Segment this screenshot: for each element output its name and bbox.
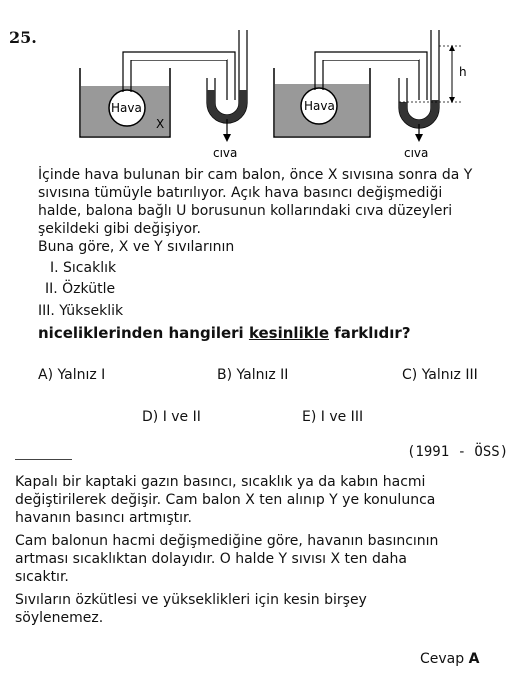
left-liquid-label: X <box>156 117 165 131</box>
item-iii: III. Yükseklik <box>38 303 124 319</box>
item-ii: II. Özkütle <box>45 281 116 297</box>
solution-p3-line2: söylenemez. <box>15 610 104 626</box>
solution-p2-line1: Cam balonun hacmi değişmediğine göre, havanın basıncının <box>15 533 439 549</box>
stem-line-4: şekildeki gibi değişiyor. <box>38 221 201 237</box>
item-i: I. Sıcaklık <box>50 260 117 276</box>
h-arrow-down-icon <box>449 97 455 103</box>
choice-e[interactable]: E) I ve III <box>302 409 364 425</box>
right-mercury <box>399 100 439 128</box>
choice-c[interactable]: C) Yalnız III <box>402 367 478 383</box>
right-mercury-label: cıva <box>404 146 429 160</box>
ask-emphasis: kesinlikle <box>248 324 330 342</box>
choice-d[interactable]: D) I ve II <box>142 409 201 425</box>
solution-p1-line3: havanın basıncı artmıştır. <box>15 510 192 526</box>
right-arrow-icon <box>415 134 423 142</box>
separator-line <box>15 459 72 460</box>
solution-p2-line2: artması sıcaklıktan dolayıdır. O halde Y sıvısı X ten daha <box>15 551 407 567</box>
source-label: (1991 - ÖSS) <box>407 444 509 460</box>
figure-svg <box>70 20 490 160</box>
right-apparatus <box>274 30 467 160</box>
stem-line-2: sıvısına tümüyle batırılıyor. Açık hava basıncı değişmediği <box>38 185 443 201</box>
stem-line-3: halde, balona bağlı U borusunun kollarındaki cıva düzeyleri <box>38 203 453 219</box>
solution-p3-line1: Sıvıların özkütlesi ve yükseklikleri için kesin birşey <box>15 592 367 608</box>
answer <box>420 650 479 668</box>
left-balloon-label: Hava <box>111 101 142 115</box>
stem-line-1: İçinde hava bulunan bir cam balon, önce X sıvısına sonra da Y <box>38 167 473 183</box>
left-arrow-icon <box>223 134 231 142</box>
height-label: h <box>459 65 467 79</box>
question-lead: Buna göre, X ve Y sıvılarının <box>38 239 235 255</box>
choice-a[interactable]: A) Yalnız I <box>38 367 106 383</box>
choice-b[interactable]: B) Yalnız II <box>217 367 289 383</box>
answer-label: Cevap <box>420 651 465 667</box>
left-apparatus <box>80 30 247 160</box>
h-arrow-up-icon <box>449 45 455 51</box>
question-ask <box>38 324 411 342</box>
answer-letter: A <box>468 651 480 667</box>
solution-p1-line2: değiştirilerek değişir. Cam balon X ten alınıp Y ye konulunca <box>15 492 436 508</box>
question-number: 25. <box>9 28 37 47</box>
ask-before: niceliklerinden hangileri <box>38 324 249 342</box>
ask-after: farklıdır? <box>329 324 411 342</box>
right-balloon-label: Hava <box>304 99 335 113</box>
solution-p1-line1: Kapalı bir kaptaki gazın basıncı, sıcaklık ya da kabın hacmi <box>15 474 426 490</box>
left-mercury-label: cıva <box>213 146 238 160</box>
solution-p2-line3: sıcaktır. <box>15 569 69 585</box>
figure <box>70 20 490 164</box>
